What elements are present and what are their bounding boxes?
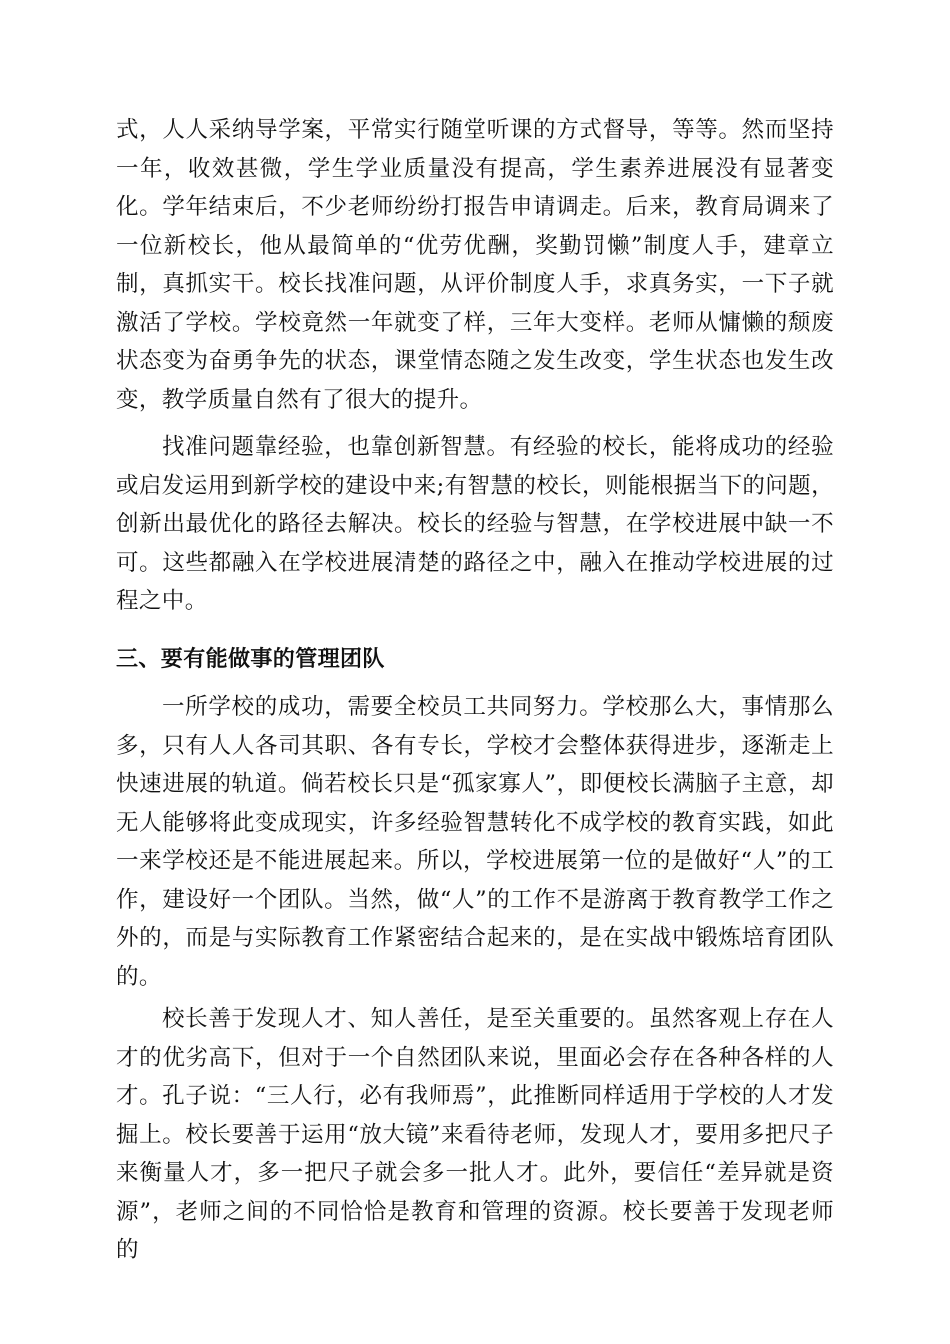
section-heading: 三、要有能做事的管理团队 bbox=[116, 647, 385, 672]
body-paragraph: 找准问题靠经验，也靠创新智慧。有经验的校长，能将成功的经验或启发运用到新学校的建设中来;有智慧的校长，则能根据当下的问题，创新出最优化的路径去解决。校长的经验与智慧，在学校进展中缺一不可。这些都融入在学校进展清楚的路径之中，融入在推动学校进展的过程之中。 bbox=[116, 434, 834, 614]
body-paragraph: 校长善于发现人才、知人善任，是至关重要的。虽然客观上存在人才的优劣高下，但对于一个自然团队来说，里面必会存在各种各样的人才。孔子说：“三人行，必有我师焉”，此推断同样适用于学校的人才发掘上。校长要善于运用“放大镜”来看待老师，发现人才，要用多把尺子来衡量人才，多一把尺子就会多一批人才。此外，要信任“差异就是资源”，老师之间的不同恰恰是教育和管理的资源。校长要善于发现老师的 bbox=[116, 1006, 834, 1263]
body-paragraph: 式，人人采纳导学案，平常实行随堂听课的方式督导，等等。然而坚持一年，收效甚微，学生学业质量没有提高，学生素养进展没有显著变化。学年结束后，不少老师纷纷打报告申请调走。后来，教育局调来了一位新校长，他从最简单的“优劳优酬，奖勤罚懒”制度人手，建章立制，真抓实干。校长找准问题，从评价制度人手，求真务实，一下子就激活了学校。学校竟然一年就变了样，三年大变样。老师从慵懒的颓废状态变为奋勇争先的状态，课堂情态随之发生改变，学生状态也发生改变，教学质量自然有了很大的提升。 bbox=[116, 117, 834, 413]
body-paragraph: 一所学校的成功，需要全校员工共同努力。学校那么大，事情那么多，只有人人各司其职、各有专长，学校才会整体获得进步，逐渐走上快速进展的轨道。倘若校长只是“孤家寡人”，即便校长满脑子主意，却无人能够将此变成现实，许多经验智慧转化不成学校的教育实践，如此一来学校还是不能进展起来。所以，学校进展第一位的是做好“人”的工作，建设好一个团队。当然，做“人”的工作不是游离于教育教学工作之外的，而是与实际教育工作紧密结合起来的，是在实战中锻炼培育团队的。 bbox=[116, 694, 834, 990]
